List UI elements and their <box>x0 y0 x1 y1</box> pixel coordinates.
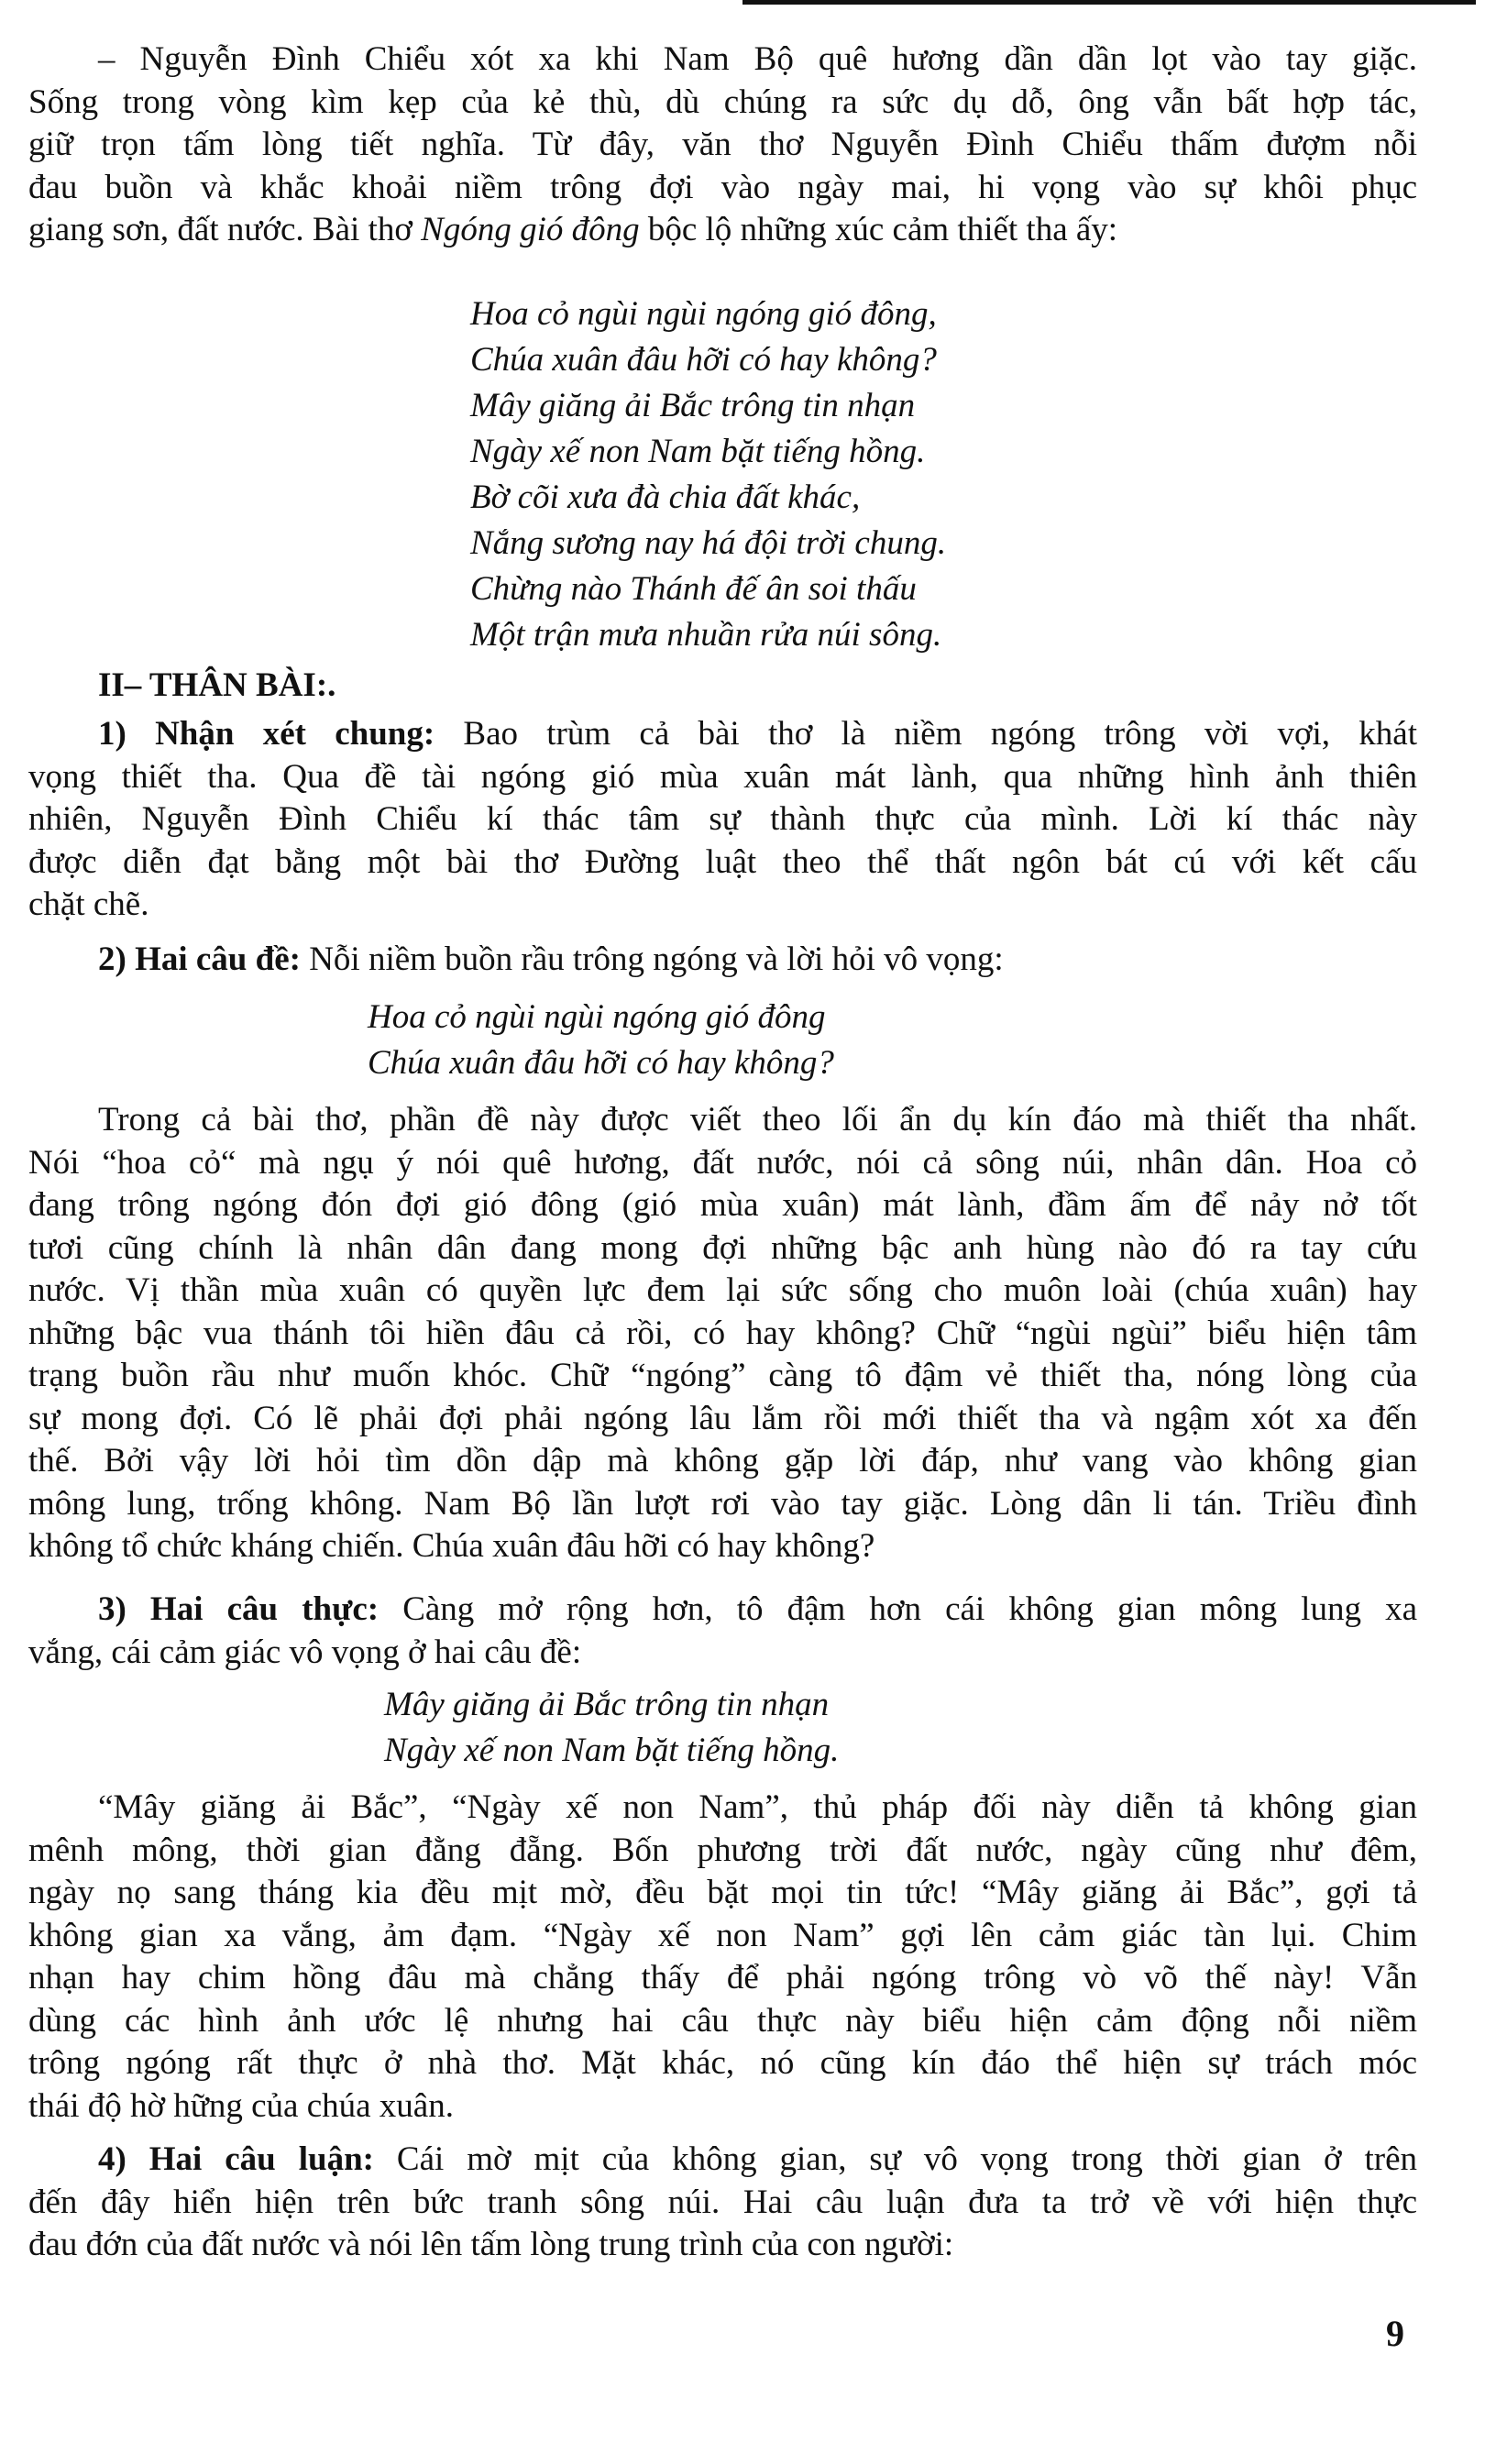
line-text: Nói “hoa cỏ“ mà ngụ ý nói quê hương, đất nước, nói cả sông núi, nhân dân. Hoa cỏ <box>28 1143 1417 1182</box>
line-text: được diễn đạt bằng một bài thơ Đường luật theo thể thất ngôn bát cú với kết cấu <box>28 842 1417 881</box>
text-line <box>28 1589 1417 1632</box>
line-text: mông lung, trống không. Nam Bộ lần lượt rơi vào tay giặc. Lòng dân li tán. Triều đình <box>28 1484 1417 1523</box>
text-line <box>28 1787 1417 1830</box>
text-line <box>28 2224 1417 2267</box>
line-text: giữ trọn tấm lòng tiết nghĩa. Từ đây, văn thơ Nguyễn Đình Chiểu thấm đượm nỗi <box>28 126 1417 163</box>
text-line <box>28 2000 1417 2043</box>
text-line <box>28 1915 1417 1958</box>
line-text: vọng thiết tha. Qua đề tài ngóng gió mùa xuân mát lành, qua những hình ảnh thiên <box>28 757 1417 796</box>
text-line <box>28 1142 1417 1185</box>
line-text: sự mong đợi. Có lẽ phải đợi phải ngóng lâu lắm rồi mới thiết tha và ngậm xót xa đến <box>28 1399 1417 1437</box>
text-line <box>28 1483 1417 1526</box>
text-line <box>28 2042 1417 2085</box>
text-line <box>28 2182 1417 2225</box>
text-line <box>28 167 1417 210</box>
line-text: Trong cả bài thơ, phần đề này được viết theo lối ẩn dụ kín đáo mà thiết tha nhất. <box>98 1101 1417 1138</box>
line-text: Càng mở rộng hơn, tô đậm hơn cái không gian mông lung xa <box>379 1590 1417 1628</box>
text-line <box>28 1099 1417 1142</box>
poem-excerpt-real <box>384 1682 839 1774</box>
text-line <box>28 1632 1417 1675</box>
text-line <box>28 939 1417 982</box>
text-line <box>28 713 1417 756</box>
line-text: “Mây giăng ải Bắc”, “Ngày xế non Nam”, thủ pháp đối này diễn tả không gian <box>98 1788 1417 1826</box>
text-line <box>28 1227 1417 1270</box>
line-text: đang trông ngóng đón đợi gió đông (gió mùa xuân) mát lành, đầm ấm để nảy nở tốt <box>28 1186 1417 1224</box>
intro-paragraph <box>28 38 1417 252</box>
line-text: Nỗi niềm buồn rầu trông ngóng và lời hỏi vô vọng: <box>300 940 1004 978</box>
line-text: thế. Bởi vậy lời hỏi tìm dồn dập mà không gặp lời đáp, như vang vào không gian <box>28 1442 1417 1480</box>
bold-label: 2) Hai câu đề: <box>98 940 301 978</box>
text-line <box>28 1957 1417 2000</box>
section-1-general-remarks <box>28 713 1417 927</box>
section-3-body <box>28 1787 1417 2128</box>
text-line <box>28 2085 1417 2128</box>
line-text: đau đớn của đất nước và nói lên tấm lòng trung trình của con người: <box>28 2226 954 2263</box>
section-heading: II– THÂN BÀI:. <box>98 666 336 704</box>
text-line <box>28 1398 1417 1441</box>
poem-line: Chừng nào Thánh đế ân soi thấu <box>470 570 917 608</box>
line-text: đến đây hiển hiện trên bức tranh sông núi. Hai câu luận đưa ta trở về với hiện thực <box>28 2183 1417 2221</box>
text-line <box>28 1270 1417 1313</box>
page-number: 9 <box>1386 2313 1404 2354</box>
text-line <box>28 1313 1417 1356</box>
line-text: nhiên, Nguyễn Đình Chiểu kí thác tâm sự thành thực của mình. Lời kí thác này <box>28 800 1417 838</box>
text-line <box>28 884 1417 927</box>
line-text: trạng buồn rầu như muốn khóc. Chữ “ngóng” càng tô đậm vẻ thiết tha, nóng lòng của <box>28 1357 1417 1394</box>
text-line <box>28 38 1417 82</box>
line-text: bộc lộ những xúc cảm thiết tha ấy: <box>639 211 1118 248</box>
line-text: không tổ chức kháng chiến. Chúa xuân đâu hỡi có hay không? <box>28 1527 875 1565</box>
poem-line: Nắng sương nay há đội trời chung. <box>470 524 947 562</box>
text-line <box>28 1830 1417 1873</box>
poem-line: Bờ cõi xưa đà chia đất khác, <box>470 478 861 516</box>
line-text: ngày nọ sang tháng kia đều mịt mờ, đều bặt mọi tin tức! “Mây giăng ải Bắc”, gợi tả <box>28 1874 1417 1911</box>
section-4-argument-couplet <box>28 2139 1417 2267</box>
poem-line: Chúa xuân đâu hỡi có hay không? <box>470 341 937 379</box>
text-line <box>28 1440 1417 1483</box>
line-text: dùng các hình ảnh ước lệ nhưng hai câu thực này biểu hiện cảm động nỗi niềm <box>28 2001 1417 2040</box>
line-text: nước. Vị thần mùa xuân có quyền lực đem lại sức sống cho muôn loài (chúa xuân) hay <box>28 1271 1417 1309</box>
line-text: Bao trùm cả bài thơ là niềm ngóng trông vời vợi, khát <box>434 715 1417 753</box>
poem-line: Ngày xế non Nam bặt tiếng hồng. <box>470 433 926 470</box>
poem-line: Chúa xuân đâu hỡi có hay không? <box>368 1044 834 1082</box>
line-text: không gian xa vắng, ảm đạm. “Ngày xế non Nam” gợi lên cảm giác tàn lụi. Chim <box>28 1916 1417 1954</box>
line-text: đau buồn và khắc khoải niềm trông đợi vào ngày mai, hi vọng vào sự khôi phục <box>28 168 1417 206</box>
text-line <box>28 1355 1417 1398</box>
line-text: thái độ hờ hững của chúa xuân. <box>28 2086 454 2125</box>
text-line <box>28 1872 1417 1915</box>
poem-line: Một trận mưa nhuần rửa núi sông. <box>470 616 942 654</box>
line-text: mênh mông, thời gian đằng đẵng. Bốn phương trời đất nước, ngày cũng như đêm, <box>28 1831 1417 1869</box>
poem-excerpt-opening <box>368 995 834 1086</box>
line-text: giang sơn, đất nước. Bài thơ <box>28 211 422 248</box>
poem-line: Mây giăng ải Bắc trông tin nhạn <box>470 387 916 424</box>
text-line <box>28 209 1417 252</box>
poem-full <box>470 292 946 658</box>
line-text: nhạn hay chim hồng đâu mà chẳng thấy để phải ngóng trông vò võ thế này! Vẫn <box>28 1959 1417 1996</box>
poem-line: Ngày xế non Nam bặt tiếng hồng. <box>384 1732 840 1769</box>
line-text: trông ngóng rất thực ở nhà thơ. Mặt khác, nó cũng kín đáo thể hiện sự trách móc <box>28 2044 1417 2082</box>
poem-line: Hoa cỏ ngùi ngùi ngóng gió đông, <box>470 295 937 333</box>
text-line <box>28 756 1417 799</box>
line-text: Sống trong vòng kìm kẹp của kẻ thù, dù chúng ra sức dụ dỗ, ông vẫn bất hợp tác, <box>28 82 1417 121</box>
section-3-real-couplet <box>28 1589 1417 1674</box>
line-text: những bậc vua thánh tôi hiền đâu cả rồi, có hay không? Chữ “ngùi ngùi” biểu hiện tâm <box>28 1314 1417 1352</box>
line-text: – Nguyễn Đình Chiểu xót xa khi Nam Bộ quê hương dần dần lọt vào tay giặc. <box>98 40 1417 78</box>
poem-line: Mây giăng ải Bắc trông tin nhạn <box>384 1686 830 1723</box>
bold-label: 4) Hai câu luận: <box>98 2140 374 2178</box>
text-line <box>28 842 1417 885</box>
line-text: chặt chẽ. <box>28 886 149 923</box>
text-line <box>28 82 1417 125</box>
text-line <box>28 124 1417 167</box>
line-text: vắng, cái cảm giác vô vọng ở hai câu đề: <box>28 1633 582 1671</box>
line-text: Cái mờ mịt của không gian, sự vô vọng trong thời gian ở trên <box>373 2140 1417 2178</box>
poem-line: Hoa cỏ ngùi ngùi ngóng gió đông <box>368 998 826 1036</box>
text-line <box>28 1184 1417 1227</box>
section-2-body <box>28 1099 1417 1568</box>
section-2-opening-couplet <box>28 939 1417 982</box>
text-line <box>28 2139 1417 2182</box>
line-text: tươi cũng chính là nhân dân đang mong đợi những bậc anh hùng nào đó ra tay cứu <box>28 1228 1417 1267</box>
text-line <box>28 798 1417 842</box>
italic-title: Ngóng gió đông <box>421 211 640 248</box>
text-line <box>28 1525 1417 1568</box>
bold-label: 1) Nhận xét chung: <box>98 715 435 753</box>
bold-label: 3) Hai câu thực: <box>98 1590 380 1628</box>
header-rule <box>742 0 1476 5</box>
